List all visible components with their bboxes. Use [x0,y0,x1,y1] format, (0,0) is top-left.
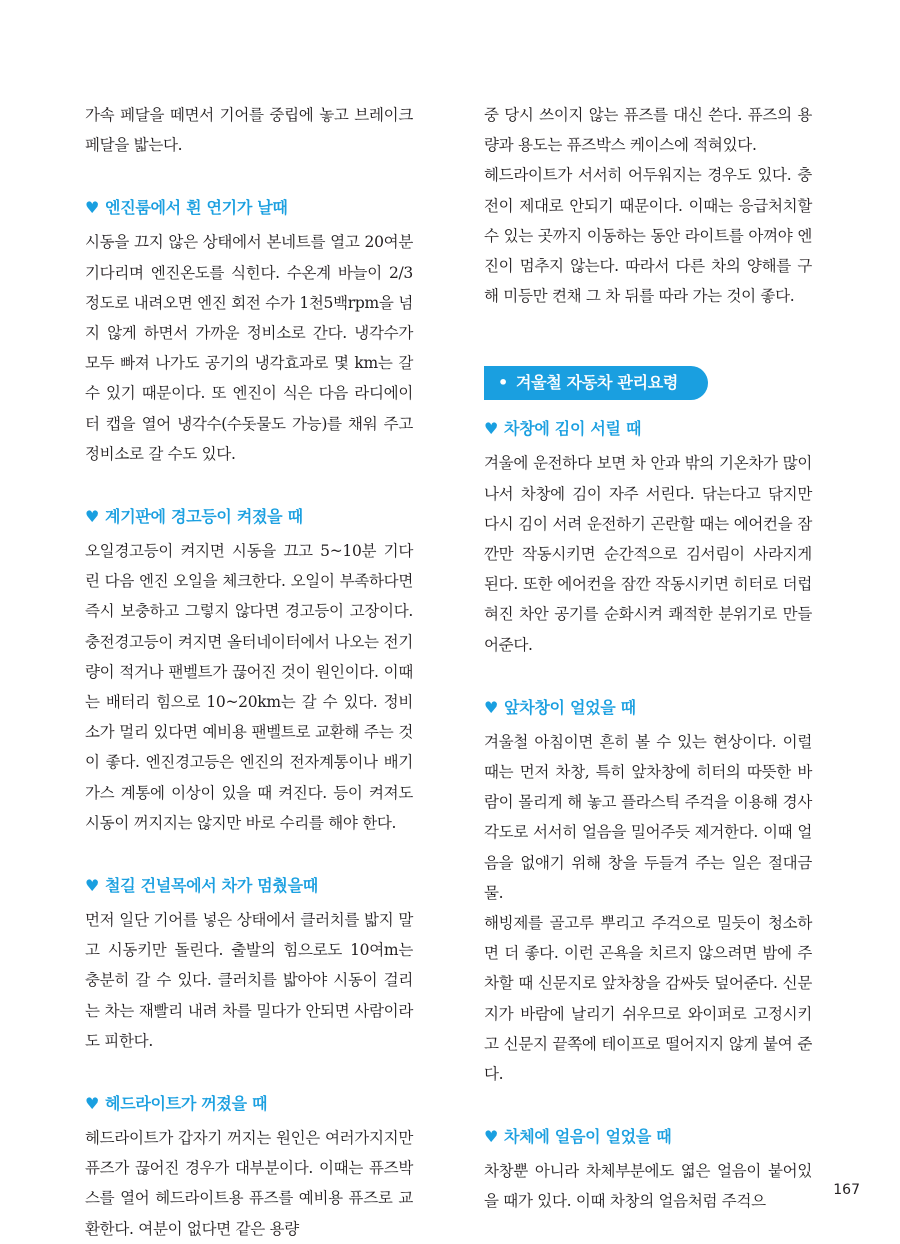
section-body-body-frozen: 차창뿐 아니라 차체부분에도 엷은 얼음이 붙어있을 때가 있다. 이때 차창의 얼음처럼 주걱으 [484,1162,812,1211]
section-body-warning-light: 오일경고등이 켜지면 시동을 끄고 5~10분 기다린 다음 엔진 오일을 체크한다. 오일이 부족하다면 즉시 보충하고 그렇지 않다면 경고등이 고장이다. 충전경고등이 켜지면 올터네이터에서 나오는 전기량이 적거나 팬벨트가 끊어진 것이 원인이다. 이때는 배터리 힘으로 10~20km는 갈 수 있다. 정비소가 멀리 있다면 예비용 팬벨트로 교환해 주는 것이 좋다. 엔진경고등은 엔진의 전자계통이나 배기가스 계통에 이상이 있을 때 켜진다. 등이 켜져도 시동이 꺼지지는 않지만 바로 수리를 해야 한다. [85,542,413,832]
heart-icon: ♥ [484,1127,499,1147]
heart-icon: ♥ [484,697,499,717]
section-heading-railroad-crossing: ♥ 철길 건널목에서 차가 멈췄을때 [85,876,318,896]
heart-icon: ♥ [85,876,100,896]
section-heading-window-fog: ♥ 차창에 김이 서릴 때 [484,419,642,439]
left-column [85,100,413,1244]
section-body-window-fog: 겨울에 운전하다 보면 차 안과 밖의 기온차가 많이 나서 차창에 김이 자주 서린다. 닦는다고 닦지만 다시 김이 서려 운전하기 곤란할 때는 에어컨을 잠깐만 작동시키면 순간적으로 김서림이 사라지게 된다. 또한 에어컨을 잠깐 작동시키면 히터로 더럽혀진 차안 공기를 순화시켜 쾌적한 분위기로 만들어준다. [484,454,812,654]
section-heading-windshield-frozen: ♥ 앞차창이 얼었을 때 [484,697,636,717]
section-body-windshield-frozen-1: 겨울철 아침이면 흔히 볼 수 있는 현상이다. 이럴 때는 먼저 차창, 특히 앞차창에 히터의 따뜻한 바람이 몰리게 해 놓고 플라스틱 주걱을 이용해 경사각도로 서서히 얼음을 밀어주듯 제거한다. 이때 얼음을 없애기 위해 창을 두들겨 주는 일은 절대금물. [484,732,812,902]
winter-care-banner: • 겨울철 자동차 관리요령 [484,366,708,400]
heart-icon: ♥ [484,419,499,439]
bullet-icon: • [498,373,508,393]
continued-paragraph-1: 중 당시 쓰이지 않는 퓨즈를 대신 쓴다. 퓨즈의 용량과 용도는 퓨즈박스 케이스에 적혀있다. [484,106,812,155]
heart-icon: ♥ [85,1094,100,1114]
section-heading-warning-light: ♥ 계기판에 경고등이 켜졌을 때 [85,507,303,527]
section-body-railroad-crossing: 먼저 일단 기어를 넣은 상태에서 클러치를 밟지 말고 시동키만 돌린다. 출발의 힘으로도 10여m는 충분히 갈 수 있다. 클러치를 밟아야 시동이 걸리는 차는 재빨리 내려 차를 밀다가 안되면 사람이라도 피한다. [85,911,413,1050]
section-heading-headlight-off: ♥ 헤드라이트가 꺼졌을 때 [85,1094,268,1114]
section-body-windshield-frozen-2: 해빙제를 골고루 뿌리고 주걱으로 밀듯이 청소하면 더 좋다. 이런 곤욕을 치르지 않으려면 밤에 주차할 때 신문지로 앞차창을 감싸듯 덮어준다. 신문지가 바람에 날리기 쉬우므로 와이퍼로 고정시키고 신문지 끝쪽에 테이프로 떨어지지 않게 붙여 준다. [484,914,812,1084]
page-number: 167 [833,1182,860,1198]
heart-icon: ♥ [85,507,100,527]
right-column [484,100,812,1217]
section-body-white-smoke: 시동을 끄지 않은 상태에서 본네트를 열고 20여분 기다리며 엔진온도를 식힌다. 수온계 바늘이 2/3정도로 내려오면 엔진 회전 수가 1천5백rpm을 넘지 않게 하면서 가까운 정비소로 간다. 냉각수가 모두 빠져 나가도 공기의 냉각효과로 몇 km는 갈수 있기 때문이다. 또 엔진이 식은 다음 라디에이터 캡을 열어 냉각수(수돗물도 가능)를 채워 주고 정비소로 갈 수도 있다. [85,233,413,463]
intro-paragraph: 가속 페달을 떼면서 기어를 중립에 놓고 브레이크 페달을 밟는다. [85,106,413,155]
section-heading-body-frozen: ♥ 차체에 얼음이 얼었을 때 [484,1127,672,1147]
continued-paragraph-2: 헤드라이트가 서서히 어두워지는 경우도 있다. 충전이 제대로 안되기 때문이다. 이때는 응급처치할 수 있는 곳까지 이동하는 동안 라이트를 아껴야 엔진이 멈추지 않는다. 따라서 다른 차의 양해를 구해 미등만 켠채 그 차 뒤를 따라 가는 것이 좋다. [484,166,812,306]
heart-icon: ♥ [85,198,100,218]
section-body-headlight-off: 헤드라이트가 갑자기 꺼지는 원인은 여러가지지만 퓨즈가 끊어진 경우가 대부분이다. 이때는 퓨즈박스를 열어 헤드라이트용 퓨즈를 예비용 퓨즈로 교환한다. 여분이 없다면 같은 용량 [85,1129,413,1238]
section-heading-white-smoke: ♥ 엔진룸에서 흰 연기가 날때 [85,198,288,218]
